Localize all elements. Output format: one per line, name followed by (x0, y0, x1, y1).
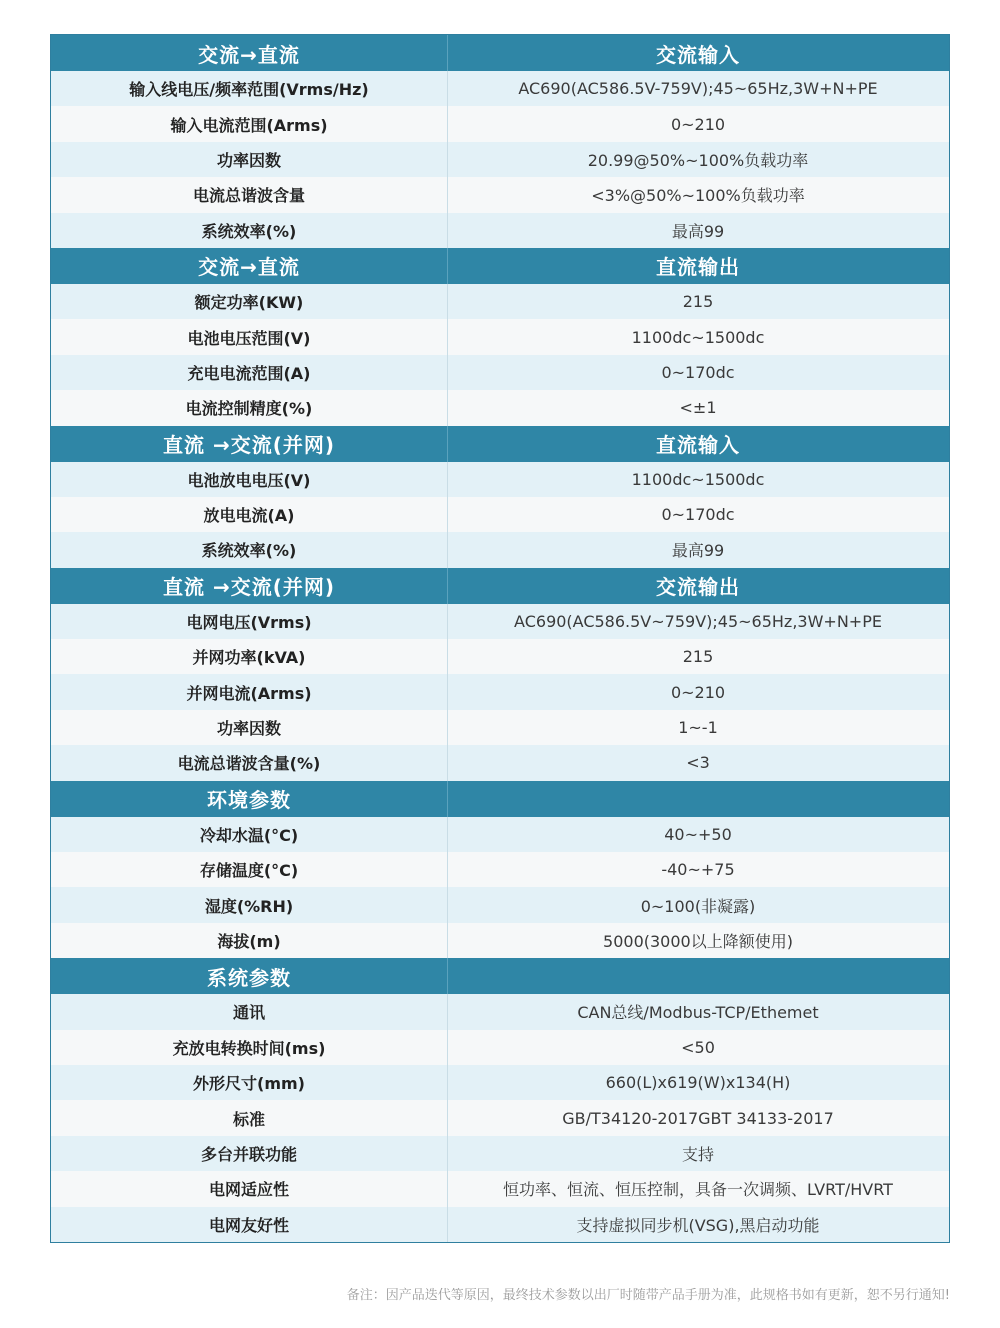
table-row (51, 142, 949, 177)
section-rows (51, 994, 949, 1242)
param-name: 冷却水温(°C) (51, 817, 448, 852)
section-header-left: 交流→直流 (51, 248, 448, 284)
param-name: 多台并联功能 (51, 1136, 448, 1171)
param-name: 电网友好性 (51, 1207, 448, 1242)
table-row (51, 852, 949, 887)
param-name: 标准 (51, 1100, 448, 1135)
table-row (51, 1065, 949, 1100)
param-value: 恒功率、恒流、恒压控制，具备一次调频、LVRT/HVRT (503, 1180, 893, 1200)
param-name: 系统效率(%) (51, 213, 448, 248)
section-header-right: 直流输入 (656, 433, 740, 458)
param-value: GB/T34120-2017GBT 34133-2017 (562, 1108, 834, 1128)
param-name: 系统效率(%) (51, 532, 448, 567)
param-name: 放电电流(A) (51, 497, 448, 532)
table-row (51, 355, 949, 390)
table-row (51, 390, 949, 425)
table-row (51, 1136, 949, 1171)
table-row (51, 1030, 949, 1065)
spec-section (51, 248, 949, 426)
table-row (51, 71, 949, 106)
param-value: 20.99@50%~100%负载功率 (587, 150, 809, 170)
param-value: CAN总线/Modbus-TCP/Ethemet (577, 1003, 819, 1023)
param-value: 0~210 (670, 114, 726, 134)
param-value: 0~170dc (661, 505, 735, 525)
param-name: 电流总谐波含量 (51, 177, 448, 212)
param-name: 通讯 (51, 994, 448, 1029)
param-value: <±1 (679, 398, 717, 418)
table-row (51, 106, 949, 141)
section-header-left: 直流 →交流(并网) (51, 426, 448, 462)
table-row (51, 532, 949, 567)
section-header-left: 系统参数 (51, 958, 448, 994)
param-name: 充放电转换时间(ms) (51, 1030, 448, 1065)
section-header (51, 35, 949, 71)
section-header (51, 426, 949, 462)
param-value: 0~100(非凝露) (640, 896, 756, 916)
param-name: 电网电压(Vrms) (51, 604, 448, 639)
param-value: <3%@50%~100%负载功率 (591, 186, 805, 206)
param-value: 0~210 (670, 682, 726, 702)
table-row (51, 674, 949, 709)
param-name: 输入电流范围(Arms) (51, 106, 448, 141)
section-header-right: 直流输出 (656, 255, 740, 280)
table-row (51, 994, 949, 1029)
table-row (51, 497, 949, 532)
param-value: -40~+75 (661, 860, 735, 880)
section-header-right: 交流输出 (656, 575, 740, 600)
section-header (51, 248, 949, 284)
param-value: 1100dc~1500dc (631, 469, 765, 489)
param-value: 1~-1 (678, 718, 718, 738)
table-row (51, 604, 949, 639)
param-value: 5000(3000以上降额使用) (603, 932, 793, 951)
section-header (51, 781, 949, 817)
param-value: 1100dc~1500dc (631, 327, 765, 347)
table-row (51, 887, 949, 922)
param-name: 并网功率(kVA) (51, 639, 448, 674)
param-name: 湿度(%RH) (51, 887, 448, 922)
param-value: 支持 (681, 1144, 714, 1164)
table-row (51, 1171, 949, 1206)
param-name: 功率因数 (51, 710, 448, 745)
table-row (51, 1100, 949, 1135)
section-header-left: 环境参数 (51, 781, 448, 817)
param-name: 外形尺寸(mm) (51, 1065, 448, 1100)
param-value: 215 (682, 647, 714, 667)
section-header (51, 958, 949, 994)
param-name: 功率因数 (51, 142, 448, 177)
table-row (51, 817, 949, 852)
table-row (51, 639, 949, 674)
spec-section (51, 426, 949, 568)
table-row (51, 462, 949, 497)
section-rows (51, 604, 949, 781)
param-name: 电流总谐波含量(%) (51, 745, 448, 780)
param-name: 额定功率(KW) (51, 284, 448, 319)
footnote: 备注：因产品迭代等原因，最终技术参数以出厂时随带产品手册为准，此规格书如有更新，恕不另行通知! (346, 1288, 950, 1303)
section-header-right: 交流输入 (656, 42, 740, 67)
param-name: 海拔(m) (51, 923, 448, 958)
table-row (51, 710, 949, 745)
section-header-right (448, 781, 948, 817)
section-header-left: 交流→直流 (51, 35, 448, 71)
param-value: <50 (681, 1037, 715, 1057)
param-value: <3 (686, 753, 710, 773)
spec-section (51, 35, 949, 248)
param-value: 最高99 (671, 541, 725, 561)
param-value: 40~+50 (664, 824, 732, 844)
table-row (51, 745, 949, 780)
section-header-right (448, 958, 948, 994)
spec-section (51, 568, 949, 781)
section-rows (51, 284, 949, 426)
param-name: 电流控制精度(%) (51, 390, 448, 425)
param-name: 存储温度(°C) (51, 852, 448, 887)
param-value: 0~170dc (661, 362, 735, 382)
section-header-left: 直流 →交流(并网) (51, 568, 448, 604)
table-row (51, 284, 949, 319)
table-row (51, 177, 949, 212)
param-value: AC690(AC586.5V~759V);45~65Hz,3W+N+PE (514, 611, 882, 631)
param-name: 电池放电电压(V) (51, 462, 448, 497)
section-rows (51, 71, 949, 248)
param-name: 并网电流(Arms) (51, 674, 448, 709)
param-name: 充电电流范围(A) (51, 355, 448, 390)
table-row (51, 923, 949, 958)
spec-table (50, 34, 950, 1243)
param-value: 支持虚拟同步机(VSG),黑启动功能 (576, 1215, 820, 1235)
section-rows (51, 462, 949, 568)
spec-section (51, 958, 949, 1242)
param-value: 215 (682, 292, 714, 312)
param-value: 最高99 (671, 221, 725, 241)
spec-section (51, 781, 949, 959)
param-value: 660(L)x619(W)x134(H) (605, 1073, 791, 1093)
table-row (51, 1207, 949, 1242)
table-row (51, 319, 949, 354)
param-name: 输入线电压/频率范围(Vrms/Hz) (51, 71, 448, 106)
section-rows (51, 817, 949, 959)
param-name: 电网适应性 (51, 1171, 448, 1206)
param-value: AC690(AC586.5V-759V);45~65Hz,3W+N+PE (518, 79, 878, 99)
param-name: 电池电压范围(V) (51, 319, 448, 354)
table-row (51, 213, 949, 248)
section-header (51, 568, 949, 604)
